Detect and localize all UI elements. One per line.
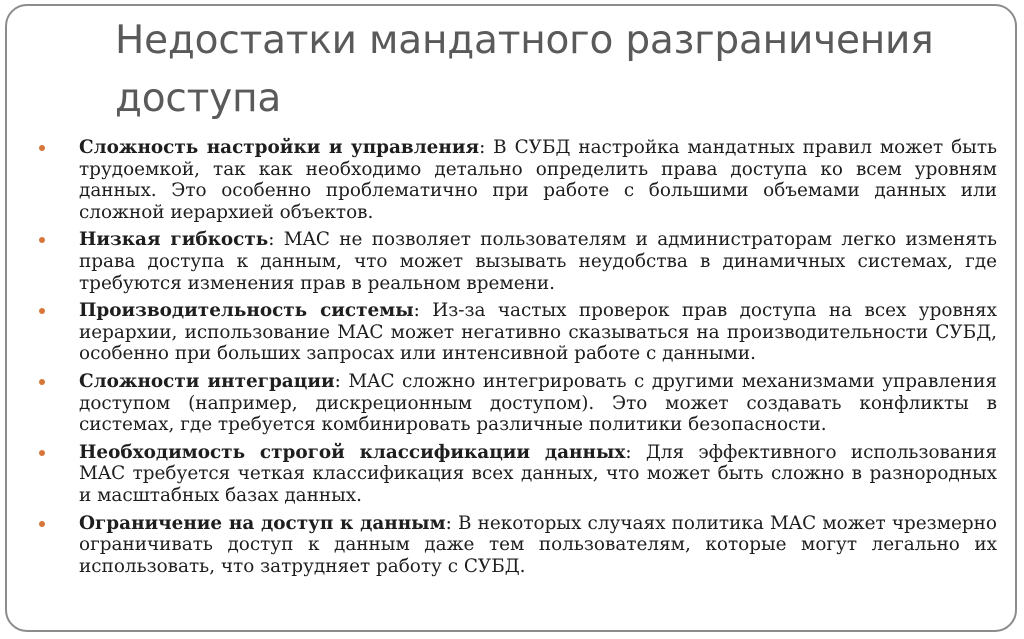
- bullet-list: [35, 137, 997, 583]
- bullet-dot-icon: [39, 521, 45, 527]
- slide-title: Недостатки мандатного разграничения доступа: [115, 18, 934, 121]
- item-text: : Для эффективного использования MAC требуется четкая классификация всех данных, что может быть сложно в разнородных и масштабных базах данных.: [79, 441, 997, 506]
- list-item: [35, 300, 997, 365]
- item-text: : В некоторых случаях политика MAC может чрезмерно ограничивать доступ к данным даже тем пользователям, которые могут легально их использовать, что затрудняет работу с СУБД.: [79, 512, 997, 577]
- list-item: [35, 229, 997, 294]
- item-term: Необходимость строгой классификации данных: [79, 441, 626, 463]
- item-text: : MAC не позволяет пользователям и администраторам легко изменять права доступа к данным, что может вызывать неудобства в динамичных системах, где требуются изменения прав в реальном времени.: [79, 229, 998, 294]
- item-term: Ограничение на доступ к данным: [79, 512, 446, 534]
- item-term: Низкая гибкость: [79, 229, 269, 251]
- slide: [5, 4, 1017, 632]
- bullet-dot-icon: [39, 379, 45, 385]
- bullet-dot-icon: [39, 450, 45, 456]
- list-item: [35, 137, 997, 223]
- item-term: Сложности интеграции: [79, 370, 335, 392]
- bullet-dot-icon: [39, 145, 45, 151]
- bullet-dot-icon: [39, 308, 45, 314]
- item-term: Производительность системы: [79, 300, 414, 322]
- list-item: [35, 371, 997, 436]
- item-text: : MAC сложно интегрировать с другими механизмами управления доступом (например, дискреционным доступом). Это может создавать конфликты в системах, где требуется комбинировать различные политики безопасности.: [79, 370, 997, 436]
- item-term: Сложность настройки и управления: [79, 137, 480, 158]
- list-item: [35, 442, 997, 507]
- item-text: : Из-за частых проверок прав доступа на всех уровнях иерархии, использование MAC может негативно сказываться на производительности СУБД, особенно при больших запросах или интенсивной работе с данными.: [79, 300, 997, 365]
- bullet-dot-icon: [39, 237, 45, 243]
- list-item: [35, 513, 997, 578]
- item-text: : В СУБД настройка мандатных правил может быть трудоемкой, так как необходимо детально определить права доступа ко всем уровням данных. Это особенно проблематично при работе с большими объемами данных или сложной иерархией объектов.: [79, 137, 998, 223]
